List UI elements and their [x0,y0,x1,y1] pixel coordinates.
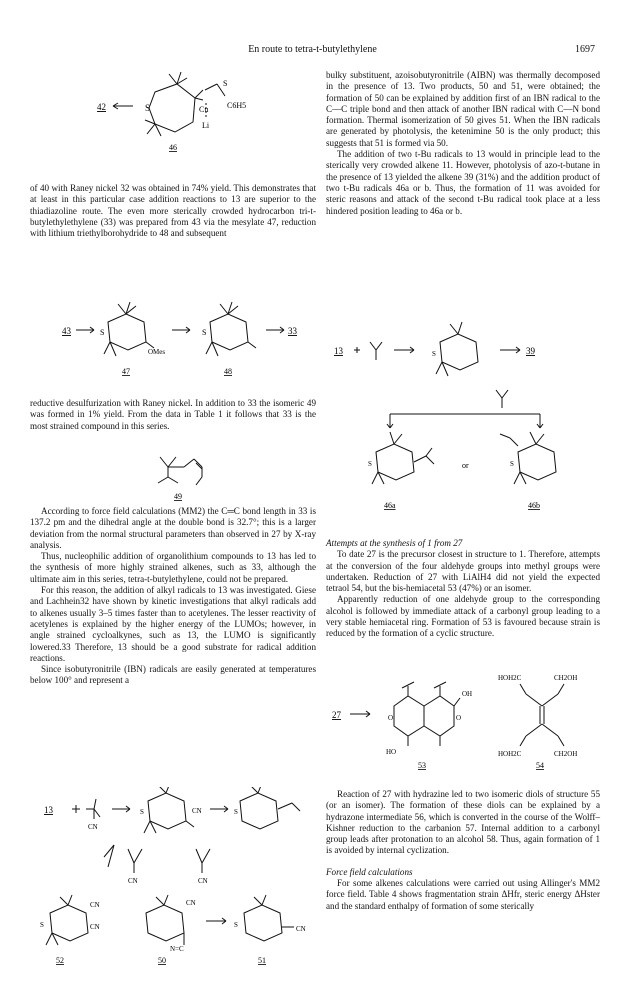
s46-phenyl: C6H5 [227,101,247,110]
radical-or: or [462,461,469,470]
right-para-4: Apparently reduction of one aldehyde group to the corresponding alcohol is followed by immediate attack of a carbonyl group leading to a very stable hemiacetal ring. Formation of 53 is favoured because strain is reduced by the formation of a cyclic structure. [326,594,600,639]
right-col-block-2 [326,538,600,640]
scheme-27 [330,668,600,770]
ibn-label-50: 50 [158,956,166,965]
s48-s-atom: S [202,328,207,337]
running-head [0,44,625,60]
s46-label: 46 [169,143,177,152]
left-para-2: reductive desulfurization with Raney nickel. In addition to 33 the isomeric 49 was formed in 1% yield. From the data in Table 1 it follows that 33 is the most strained compound in this series. [30,398,316,431]
ibn-label-51: 51 [258,956,266,965]
ibn-cn-4: CN [128,877,138,885]
left-col-block-3 [30,506,316,687]
s47-ref-left: 43 [62,326,71,336]
left-col-block-1 [30,183,316,239]
radical-s-3: S [510,460,514,468]
ibn-cn-1: CN [88,823,98,831]
right-col-block-3 [326,789,600,912]
s48-label: 48 [224,367,232,376]
ibn-s-3: S [40,921,44,929]
left-para-1: of 40 with Raney nickel 32 was obtained in 74% yield. This demonstrates that at least in this particular case addition reactions to 13 are superior to the thiadiazoline route. The even more sterically crowded hydrocarbon tri-t-butylethylethylene (33) was prepared from 43 via the mesylate 47, reduction with lithium triethylborohydride to 48 and subsequent [30,183,316,239]
radical-ref-13: 13 [334,346,343,356]
s27-o-right: O [456,714,462,722]
s49-label: 49 [174,492,182,501]
s47-s-atom: S [100,328,105,337]
scheme-ibn-drawing [30,787,320,967]
right-para-6: For some alkenes calculations were carried out using Allinger's MM2 force field. Table 4 shows fragmentation strain ΔHfr, steric energy ΔHster and the standard enthalpy of formation of some sterically [326,878,600,911]
page-number: 1697 [575,44,595,55]
right-col-block-1 [326,70,600,217]
radical-s-1: S [432,350,436,358]
ibn-label-52: 52 [56,956,64,965]
s27-o-left: O [388,714,394,722]
running-title: En route to tetra-t-butylethylene [248,44,377,55]
s47-omes: OMes [148,348,166,356]
s27-hoh2c-top: HOH2C [498,674,522,682]
ibn-ref-13: 13 [44,805,53,815]
s27-ref: 27 [332,710,341,720]
scheme-47-48-drawing [60,300,320,380]
scheme-ibn [30,787,320,967]
right-para-2: The addition of two t-Bu radicals to 13 would in principle lead to the sterically very crowded alkene 11. However, photolysis of azo-t-butane in the presence of 13 yielded the alkene 39 (31%) and the addition product of two t-Bu radicals 46a or b. Thus, the formation of 11 was avoided for steric reasons and attack of the second t-Bu radical took place at a less hindered position leading to 46a or b. [326,149,600,216]
section-title-attempts: Attempts at the synthesis of 1 from 27 [326,538,463,548]
ibn-s-1: S [140,808,144,816]
scheme-46-drawing [85,70,315,180]
radical-label-46a: 46a [384,501,396,510]
s46-s-atom: S [145,103,151,113]
left-col-block-2 [30,398,316,432]
ibn-s-4: S [234,921,238,929]
scheme-27-drawing [330,668,600,770]
scheme-47-48 [60,300,320,380]
s46-ref-left: 42 [97,102,106,112]
radical-label-46b: 46b [528,501,540,510]
section-title-force-field: Force field calculations [326,866,413,877]
radical-ref-39: 39 [526,346,535,356]
s46-cu: Cu [199,105,209,114]
s27-ch2oh-bottom: CH2OH [554,750,578,758]
scheme-radical-drawing [330,318,600,518]
right-para-3: To date 27 is the precursor closest in structure to 1. Therefore, attempts at the conversion of the four aldehyde groups into methyl groups were undertaken. Reduction of 27 with LiAlH4 did not yield the expected tetraol 54, but the bis-hemiacetal 53 (47%) or an isomer. [326,549,600,594]
ibn-s-2: S [234,808,238,816]
ibn-cn-7: CN [186,899,196,907]
ibn-cn-5: CN [90,901,100,909]
left-para-6: Since isobutyronitrile (IBN) radicals are easily generated at temperatures below 100° and represent a [30,664,316,686]
ibn-n-eq-c: N=C [170,945,184,953]
scheme-49-drawing [140,447,220,503]
scheme-49 [140,447,220,503]
left-para-3: According to force field calculations (MM2) the C═C bond length in 33 is 137.2 pm and the dihedral angle at the double bond is 32.7°; this is a larger deviation from the normal structural parameters than observed in 27 by X-ray analysis. [30,506,316,550]
ibn-cn-8: CN [296,925,306,933]
left-para-4: Thus, nucleophilic addition of organolithium compounds to 13 has led to the synthesis of more highly strained alkenes, such as 33, although the ultimate aim in this series, tetra-t-butylethylene, could not be prepared. [30,551,316,584]
right-para-5: Reaction of 27 with hydrazine led to two isomeric diols of structure 55 (or an isomer). The formation of these diols can be explained by a hydrazone intermediate 56, which is converted in the course of the Wolff–Kishner reduction to the carbanion 57. Internal addition to a carbonyl group leads after protonation to an alcohol 58. Thus, again formation of 1 is avoided by internal cyclization. [326,789,600,856]
s46-li: Li [202,121,210,130]
s27-label-54: 54 [536,761,544,770]
s47-ref-right: 33 [288,326,297,336]
ibn-cn-2: CN [192,807,202,815]
ibn-cn-3: CN [198,877,208,885]
s46-s-chain: S [223,79,228,88]
s27-ch2oh-top: CH2OH [554,674,578,682]
s27-label-53: 53 [418,761,426,770]
scheme-radical [330,318,600,518]
ibn-cn-6: CN [90,923,100,931]
radical-s-2: S [368,460,372,468]
s47-label: 47 [122,367,130,376]
s27-hoh2c-bottom: HOH2C [498,750,522,758]
s27-oh: OH [462,690,473,698]
scheme-46 [85,70,315,180]
left-para-5: For this reason, the addition of alkyl radicals to 13 was investigated. Giese and Lachhein32 have shown by kinetic investigations that alkyl radicals add to alkenes usually 3–5 times faster than to acetylenes. The lesser reactivity of acetylenes is explained by the higher energy of the LUMOs; however, in angle strained cycloalkynes, such as 13, the LUMO is significantly lowered.33 Therefore, 13 should be a good substrate for radical addition reactions. [30,585,316,663]
s27-ho: HO [386,748,397,756]
right-para-1: bulky substituent, azoisobutyronitrile (AIBN) was thermally decomposed in the presence of 13. Two products, 50 and 51, were obtained; the formation of 50 can be explained by addition first of an IBN radical to the C—C triple bond and then attack of another IBN radical with C—N bond formation. Thermal isomerization of 50 gives 51. When the IBN radicals are generated by photolysis, the ketenimine 50 is the only product; this suggests that 51 is formed via 50. [326,70,600,148]
